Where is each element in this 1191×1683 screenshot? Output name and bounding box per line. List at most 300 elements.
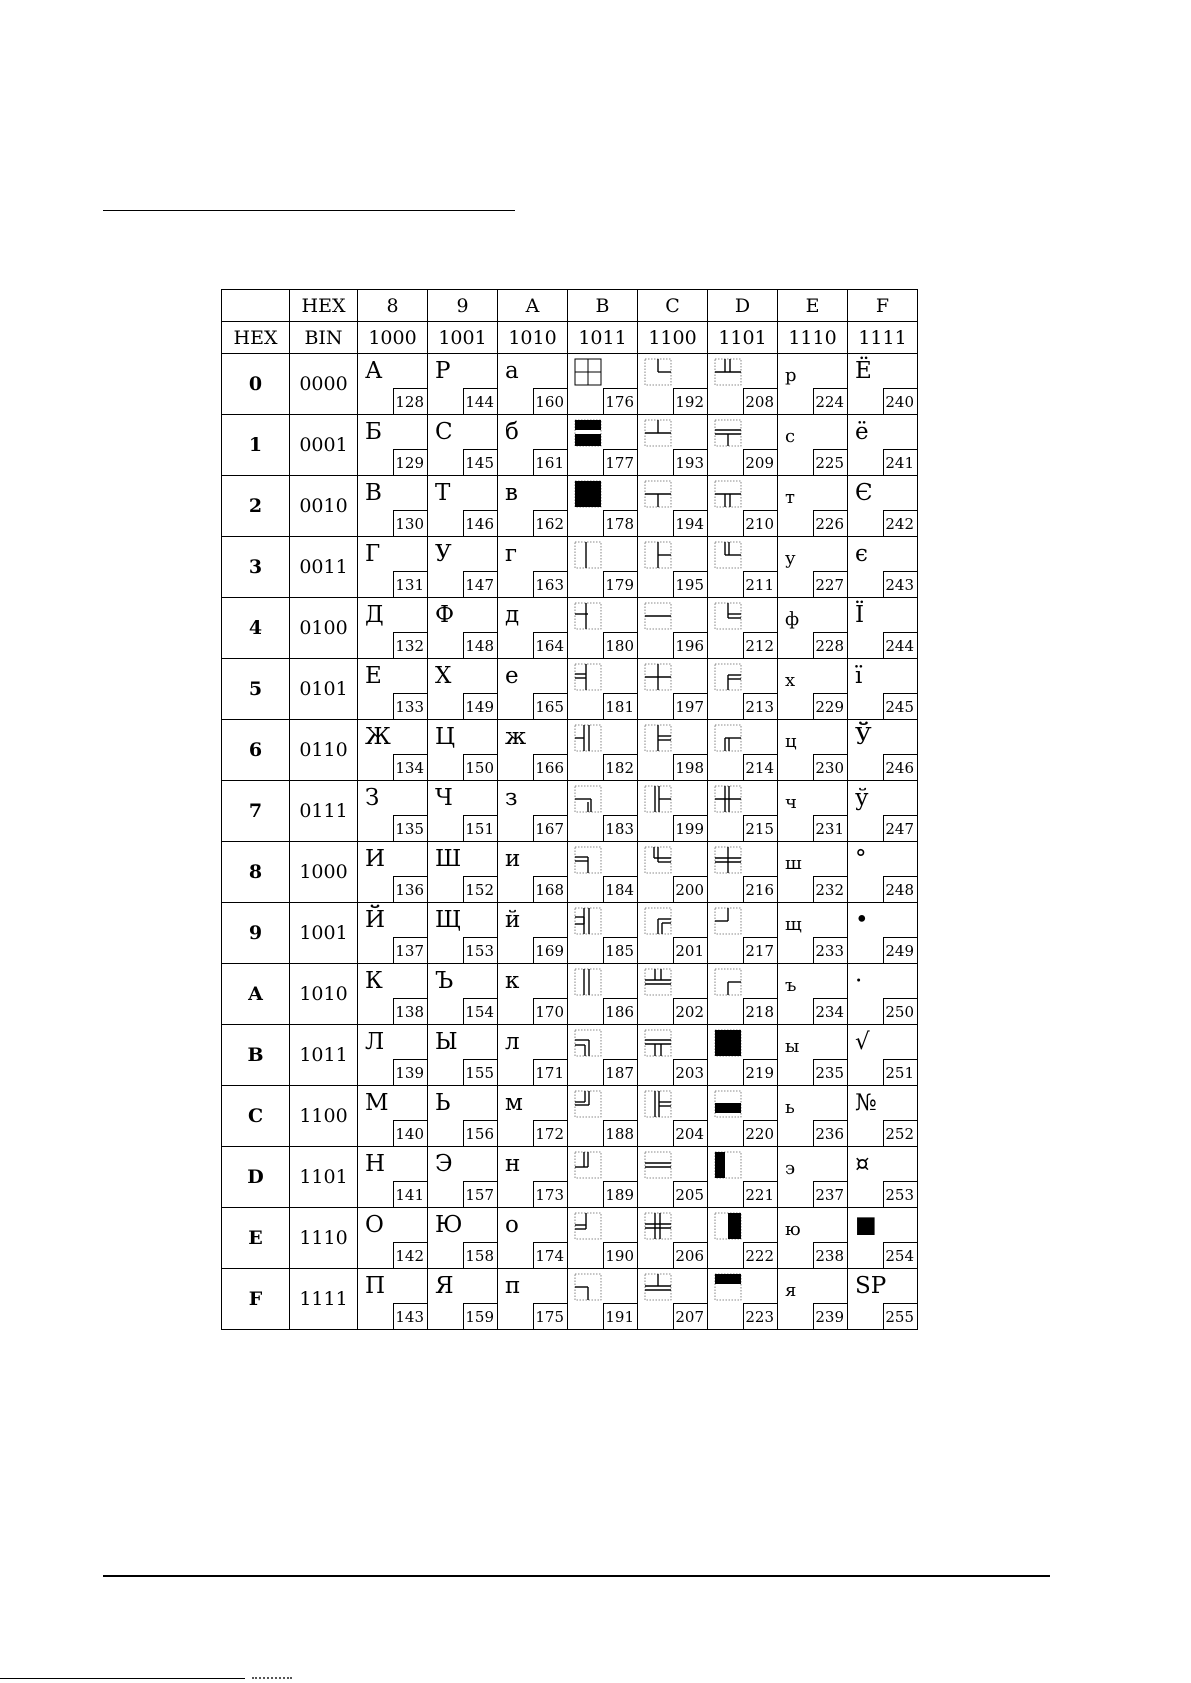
char-cell xyxy=(638,476,708,537)
char-cell xyxy=(498,1025,568,1086)
char-code: 213 xyxy=(743,693,777,719)
box-drawing-glyph xyxy=(574,785,602,813)
char-cell xyxy=(428,1147,498,1208)
box-drawing-glyph xyxy=(644,1273,672,1301)
char-cell xyxy=(498,1086,568,1147)
char-glyph: О xyxy=(365,1212,384,1238)
box-drawing-glyph xyxy=(644,785,672,813)
box-drawing-glyph xyxy=(574,1151,602,1179)
char-code: 154 xyxy=(463,998,497,1024)
row-bin-label: 0011 xyxy=(290,537,358,598)
char-cell xyxy=(428,476,498,537)
char-code: 134 xyxy=(393,754,427,780)
row-bin-label: 1010 xyxy=(290,964,358,1025)
char-cell xyxy=(428,1086,498,1147)
char-code: 246 xyxy=(883,754,917,780)
box-drawing-glyph xyxy=(714,907,742,935)
char-code: 168 xyxy=(533,876,567,902)
char-cell xyxy=(358,720,428,781)
char-code: 186 xyxy=(603,998,637,1024)
char-glyph: Д xyxy=(365,602,384,628)
char-code: 192 xyxy=(673,388,707,414)
char-cell xyxy=(358,537,428,598)
col-bin-C: 1100 xyxy=(638,322,708,354)
char-cell xyxy=(778,964,848,1025)
char-code: 199 xyxy=(673,815,707,841)
char-code: 138 xyxy=(393,998,427,1024)
char-cell xyxy=(568,537,638,598)
char-code: 231 xyxy=(813,815,847,841)
char-cell xyxy=(638,1086,708,1147)
char-code: 140 xyxy=(393,1120,427,1146)
char-cell xyxy=(708,1147,778,1208)
char-code: 177 xyxy=(603,449,637,475)
char-cell xyxy=(638,781,708,842)
col-hex-B: B xyxy=(568,290,638,322)
box-drawing-glyph xyxy=(644,724,672,752)
box-drawing-glyph xyxy=(574,602,602,630)
bin-header-row xyxy=(222,322,918,354)
bottom-rule xyxy=(103,1575,1050,1577)
table-row xyxy=(222,1086,918,1147)
char-cell xyxy=(568,1269,638,1330)
box-drawing-glyph xyxy=(714,1090,742,1118)
char-cell xyxy=(638,598,708,659)
char-cell xyxy=(498,903,568,964)
character-code-table xyxy=(221,289,918,1330)
char-code: 239 xyxy=(813,1303,847,1329)
char-code: 141 xyxy=(393,1181,427,1207)
char-cell xyxy=(568,476,638,537)
table-row xyxy=(222,1025,918,1086)
char-code: 175 xyxy=(533,1303,567,1329)
char-cell xyxy=(568,903,638,964)
box-drawing-glyph xyxy=(574,907,602,935)
char-code: 216 xyxy=(743,876,777,902)
char-cell xyxy=(778,842,848,903)
char-cell xyxy=(708,842,778,903)
box-drawing-glyph xyxy=(644,1090,672,1118)
table-row xyxy=(222,903,918,964)
char-cell xyxy=(708,476,778,537)
char-glyph: б xyxy=(505,419,519,445)
char-cell xyxy=(848,781,918,842)
col-bin-D: 1101 xyxy=(708,322,778,354)
char-cell xyxy=(358,415,428,476)
char-code: 170 xyxy=(533,998,567,1024)
row-bin-label: 1110 xyxy=(290,1208,358,1269)
table-row xyxy=(222,964,918,1025)
char-glyph: Л xyxy=(365,1029,385,1055)
char-code: 244 xyxy=(883,632,917,658)
char-cell xyxy=(498,1269,568,1330)
char-cell xyxy=(428,1208,498,1269)
char-glyph: В xyxy=(365,480,382,506)
col-bin-8: 1000 xyxy=(358,322,428,354)
char-cell xyxy=(498,537,568,598)
box-drawing-glyph xyxy=(714,602,742,630)
char-glyph: л xyxy=(505,1029,520,1055)
char-cell xyxy=(358,1147,428,1208)
char-code: 184 xyxy=(603,876,637,902)
char-cell xyxy=(568,415,638,476)
char-code: 215 xyxy=(743,815,777,841)
char-cell xyxy=(568,1208,638,1269)
row-hex-label: 5 xyxy=(222,659,290,720)
char-cell xyxy=(778,659,848,720)
char-glyph: ■ xyxy=(855,1212,877,1238)
table-row xyxy=(222,537,918,598)
char-glyph: Ё xyxy=(855,358,872,384)
row-bin-label: 0100 xyxy=(290,598,358,659)
char-cell xyxy=(638,415,708,476)
col-bin-F: 1111 xyxy=(848,322,918,354)
char-cell xyxy=(708,1086,778,1147)
box-drawing-glyph xyxy=(644,846,672,874)
char-cell xyxy=(568,842,638,903)
char-glyph: Ш xyxy=(435,846,462,872)
table-row xyxy=(222,1147,918,1208)
char-cell xyxy=(568,659,638,720)
char-glyph: Ъ xyxy=(435,968,454,994)
box-drawing-glyph xyxy=(714,1273,742,1301)
char-code: 132 xyxy=(393,632,427,658)
box-drawing-glyph xyxy=(714,480,742,508)
row-hex-label: A xyxy=(222,964,290,1025)
char-glyph: э xyxy=(785,1158,796,1179)
char-cell xyxy=(778,354,848,415)
char-code: 220 xyxy=(743,1120,777,1146)
char-cell xyxy=(568,781,638,842)
char-code: 158 xyxy=(463,1242,497,1268)
char-cell xyxy=(638,1269,708,1330)
col-bin-9: 1001 xyxy=(428,322,498,354)
char-glyph: ш xyxy=(785,853,802,874)
char-glyph: Г xyxy=(365,541,381,567)
char-code: 183 xyxy=(603,815,637,841)
char-code: 236 xyxy=(813,1120,847,1146)
char-cell xyxy=(568,1025,638,1086)
char-glyph: ь xyxy=(785,1097,795,1118)
char-cell xyxy=(358,598,428,659)
box-drawing-glyph xyxy=(644,480,672,508)
char-cell xyxy=(778,720,848,781)
char-cell xyxy=(638,1147,708,1208)
table-row xyxy=(222,598,918,659)
char-cell xyxy=(428,781,498,842)
box-drawing-glyph xyxy=(714,968,742,996)
char-cell xyxy=(848,1147,918,1208)
char-cell xyxy=(358,1025,428,1086)
char-glyph: ё xyxy=(855,419,869,445)
char-cell xyxy=(848,964,918,1025)
char-code: 152 xyxy=(463,876,497,902)
char-cell xyxy=(638,720,708,781)
char-cell xyxy=(428,720,498,781)
char-code: 203 xyxy=(673,1059,707,1085)
char-cell xyxy=(778,1086,848,1147)
char-code: 149 xyxy=(463,693,497,719)
char-code: 247 xyxy=(883,815,917,841)
col-hex-E: E xyxy=(778,290,848,322)
col-hex-F: F xyxy=(848,290,918,322)
char-code: 229 xyxy=(813,693,847,719)
box-drawing-glyph xyxy=(714,541,742,569)
char-code: 166 xyxy=(533,754,567,780)
char-cell xyxy=(778,1269,848,1330)
box-drawing-glyph xyxy=(574,1090,602,1118)
char-code: 137 xyxy=(393,937,427,963)
char-code: 155 xyxy=(463,1059,497,1085)
char-cell xyxy=(498,476,568,537)
char-glyph: в xyxy=(505,480,518,506)
box-drawing-glyph xyxy=(714,846,742,874)
row-hex-label: C xyxy=(222,1086,290,1147)
char-cell xyxy=(848,1086,918,1147)
char-code: 129 xyxy=(393,449,427,475)
table-row xyxy=(222,354,918,415)
char-code: 161 xyxy=(533,449,567,475)
row-bin-label: 1011 xyxy=(290,1025,358,1086)
char-glyph: И xyxy=(365,846,386,872)
char-cell xyxy=(498,781,568,842)
row-hex-label: 9 xyxy=(222,903,290,964)
char-glyph: ъ xyxy=(785,975,797,996)
box-drawing-glyph xyxy=(574,724,602,752)
char-code: 232 xyxy=(813,876,847,902)
row-hex-label: 2 xyxy=(222,476,290,537)
char-cell xyxy=(778,903,848,964)
char-code: 197 xyxy=(673,693,707,719)
char-code: 146 xyxy=(463,510,497,536)
char-code: 240 xyxy=(883,388,917,414)
char-code: 218 xyxy=(743,998,777,1024)
char-code: 179 xyxy=(603,571,637,597)
char-glyph: Щ xyxy=(435,907,462,933)
char-glyph: З xyxy=(365,785,380,811)
char-code: 171 xyxy=(533,1059,567,1085)
char-glyph: № xyxy=(855,1090,877,1116)
char-code: 206 xyxy=(673,1242,707,1268)
box-drawing-glyph xyxy=(644,602,672,630)
char-code: 210 xyxy=(743,510,777,536)
char-glyph: Е xyxy=(365,663,382,689)
char-cell xyxy=(708,598,778,659)
char-code: 174 xyxy=(533,1242,567,1268)
char-glyph: щ xyxy=(785,914,802,935)
char-cell xyxy=(708,1208,778,1269)
char-cell xyxy=(848,903,918,964)
char-cell xyxy=(848,1208,918,1269)
char-cell xyxy=(498,354,568,415)
row-bin-label: 1100 xyxy=(290,1086,358,1147)
char-code: 193 xyxy=(673,449,707,475)
box-drawing-glyph xyxy=(574,1212,602,1240)
char-code: 148 xyxy=(463,632,497,658)
char-code: 180 xyxy=(603,632,637,658)
box-drawing-glyph xyxy=(574,541,602,569)
char-cell xyxy=(848,537,918,598)
char-code: 226 xyxy=(813,510,847,536)
row-bin-label: 1101 xyxy=(290,1147,358,1208)
char-cell xyxy=(498,659,568,720)
char-code: 242 xyxy=(883,510,917,536)
char-glyph: Э xyxy=(435,1151,453,1177)
char-code: 145 xyxy=(463,449,497,475)
char-cell xyxy=(848,659,918,720)
col-hex-9: 9 xyxy=(428,290,498,322)
char-code: 165 xyxy=(533,693,567,719)
char-cell xyxy=(568,720,638,781)
box-drawing-glyph xyxy=(714,724,742,752)
box-drawing-glyph xyxy=(574,663,602,691)
table-row xyxy=(222,415,918,476)
box-drawing-glyph xyxy=(714,663,742,691)
char-code: 227 xyxy=(813,571,847,597)
char-code: 254 xyxy=(883,1242,917,1268)
char-code: 188 xyxy=(603,1120,637,1146)
char-code: 238 xyxy=(813,1242,847,1268)
char-cell xyxy=(498,415,568,476)
char-glyph: Ў xyxy=(855,724,872,750)
char-code: 205 xyxy=(673,1181,707,1207)
table-row xyxy=(222,476,918,537)
char-glyph: с xyxy=(785,426,796,447)
char-code: 151 xyxy=(463,815,497,841)
char-glyph: У xyxy=(435,541,452,567)
row-bin-label: 0001 xyxy=(290,415,358,476)
char-cell xyxy=(358,1208,428,1269)
char-glyph: н xyxy=(505,1151,521,1177)
char-code: 212 xyxy=(743,632,777,658)
char-glyph: Н xyxy=(365,1151,386,1177)
char-glyph: е xyxy=(505,663,519,689)
char-code: 130 xyxy=(393,510,427,536)
table-row xyxy=(222,720,918,781)
char-code: 144 xyxy=(463,388,497,414)
row-bin-label: 1001 xyxy=(290,903,358,964)
char-code: 159 xyxy=(463,1303,497,1329)
hex-header-row xyxy=(222,290,918,322)
char-glyph: т xyxy=(785,487,795,508)
char-glyph: Б xyxy=(365,419,382,445)
char-cell xyxy=(638,1025,708,1086)
char-code: 225 xyxy=(813,449,847,475)
footer-mark xyxy=(252,1677,292,1682)
char-cell xyxy=(708,903,778,964)
char-cell xyxy=(708,354,778,415)
char-cell xyxy=(428,1269,498,1330)
char-glyph: ў xyxy=(855,785,869,811)
char-code: 219 xyxy=(743,1059,777,1085)
char-cell xyxy=(358,1086,428,1147)
char-code: 128 xyxy=(393,388,427,414)
char-glyph: М xyxy=(365,1090,389,1116)
row-hex-label: 0 xyxy=(222,354,290,415)
char-code: 230 xyxy=(813,754,847,780)
char-glyph: ы xyxy=(785,1036,800,1057)
footer-rule xyxy=(0,1678,245,1679)
char-code: 222 xyxy=(743,1242,777,1268)
box-drawing-glyph xyxy=(574,358,602,386)
char-cell xyxy=(778,537,848,598)
char-cell xyxy=(638,659,708,720)
box-drawing-glyph xyxy=(574,419,602,447)
char-code: 237 xyxy=(813,1181,847,1207)
char-code: 157 xyxy=(463,1181,497,1207)
bin-column-heading: BIN xyxy=(290,322,358,354)
char-code: 221 xyxy=(743,1181,777,1207)
char-glyph: х xyxy=(785,670,796,691)
char-code: 255 xyxy=(883,1303,917,1329)
col-hex-8: 8 xyxy=(358,290,428,322)
char-glyph: п xyxy=(505,1273,521,1299)
char-cell xyxy=(358,903,428,964)
char-code: 182 xyxy=(603,754,637,780)
char-glyph: Т xyxy=(435,480,451,506)
char-code: 249 xyxy=(883,937,917,963)
char-code: 194 xyxy=(673,510,707,536)
char-code: 253 xyxy=(883,1181,917,1207)
char-cell xyxy=(358,476,428,537)
char-glyph: Ю xyxy=(435,1212,463,1238)
char-code: 156 xyxy=(463,1120,497,1146)
char-cell xyxy=(778,476,848,537)
char-code: 228 xyxy=(813,632,847,658)
char-cell xyxy=(848,720,918,781)
char-code: 233 xyxy=(813,937,847,963)
char-cell xyxy=(708,415,778,476)
box-drawing-glyph xyxy=(644,907,672,935)
char-glyph: К xyxy=(365,968,383,994)
char-glyph: Ф xyxy=(435,602,455,628)
char-glyph: к xyxy=(505,968,520,994)
char-code: 139 xyxy=(393,1059,427,1085)
char-glyph: Я xyxy=(435,1273,454,1299)
char-cell xyxy=(778,415,848,476)
box-drawing-glyph xyxy=(644,358,672,386)
char-cell xyxy=(708,720,778,781)
char-code: 200 xyxy=(673,876,707,902)
table-row xyxy=(222,781,918,842)
char-cell xyxy=(778,1208,848,1269)
char-cell xyxy=(778,1025,848,1086)
char-code: 234 xyxy=(813,998,847,1024)
char-cell xyxy=(708,659,778,720)
box-drawing-glyph xyxy=(714,1212,742,1240)
row-bin-label: 0111 xyxy=(290,781,358,842)
col-hex-D: D xyxy=(708,290,778,322)
char-code: 202 xyxy=(673,998,707,1024)
char-cell xyxy=(708,781,778,842)
char-cell xyxy=(358,354,428,415)
char-glyph: и xyxy=(505,846,521,872)
char-glyph: у xyxy=(785,548,796,569)
char-glyph: з xyxy=(505,785,518,811)
row-hex-label: F xyxy=(222,1269,290,1330)
char-glyph: Р xyxy=(435,358,451,384)
row-bin-label: 0000 xyxy=(290,354,358,415)
char-cell xyxy=(498,1147,568,1208)
box-drawing-glyph xyxy=(644,1029,672,1057)
box-drawing-glyph xyxy=(644,663,672,691)
char-cell xyxy=(428,598,498,659)
box-drawing-glyph xyxy=(574,846,602,874)
char-cell xyxy=(708,537,778,598)
char-cell xyxy=(358,781,428,842)
char-cell xyxy=(498,964,568,1025)
char-cell xyxy=(848,476,918,537)
